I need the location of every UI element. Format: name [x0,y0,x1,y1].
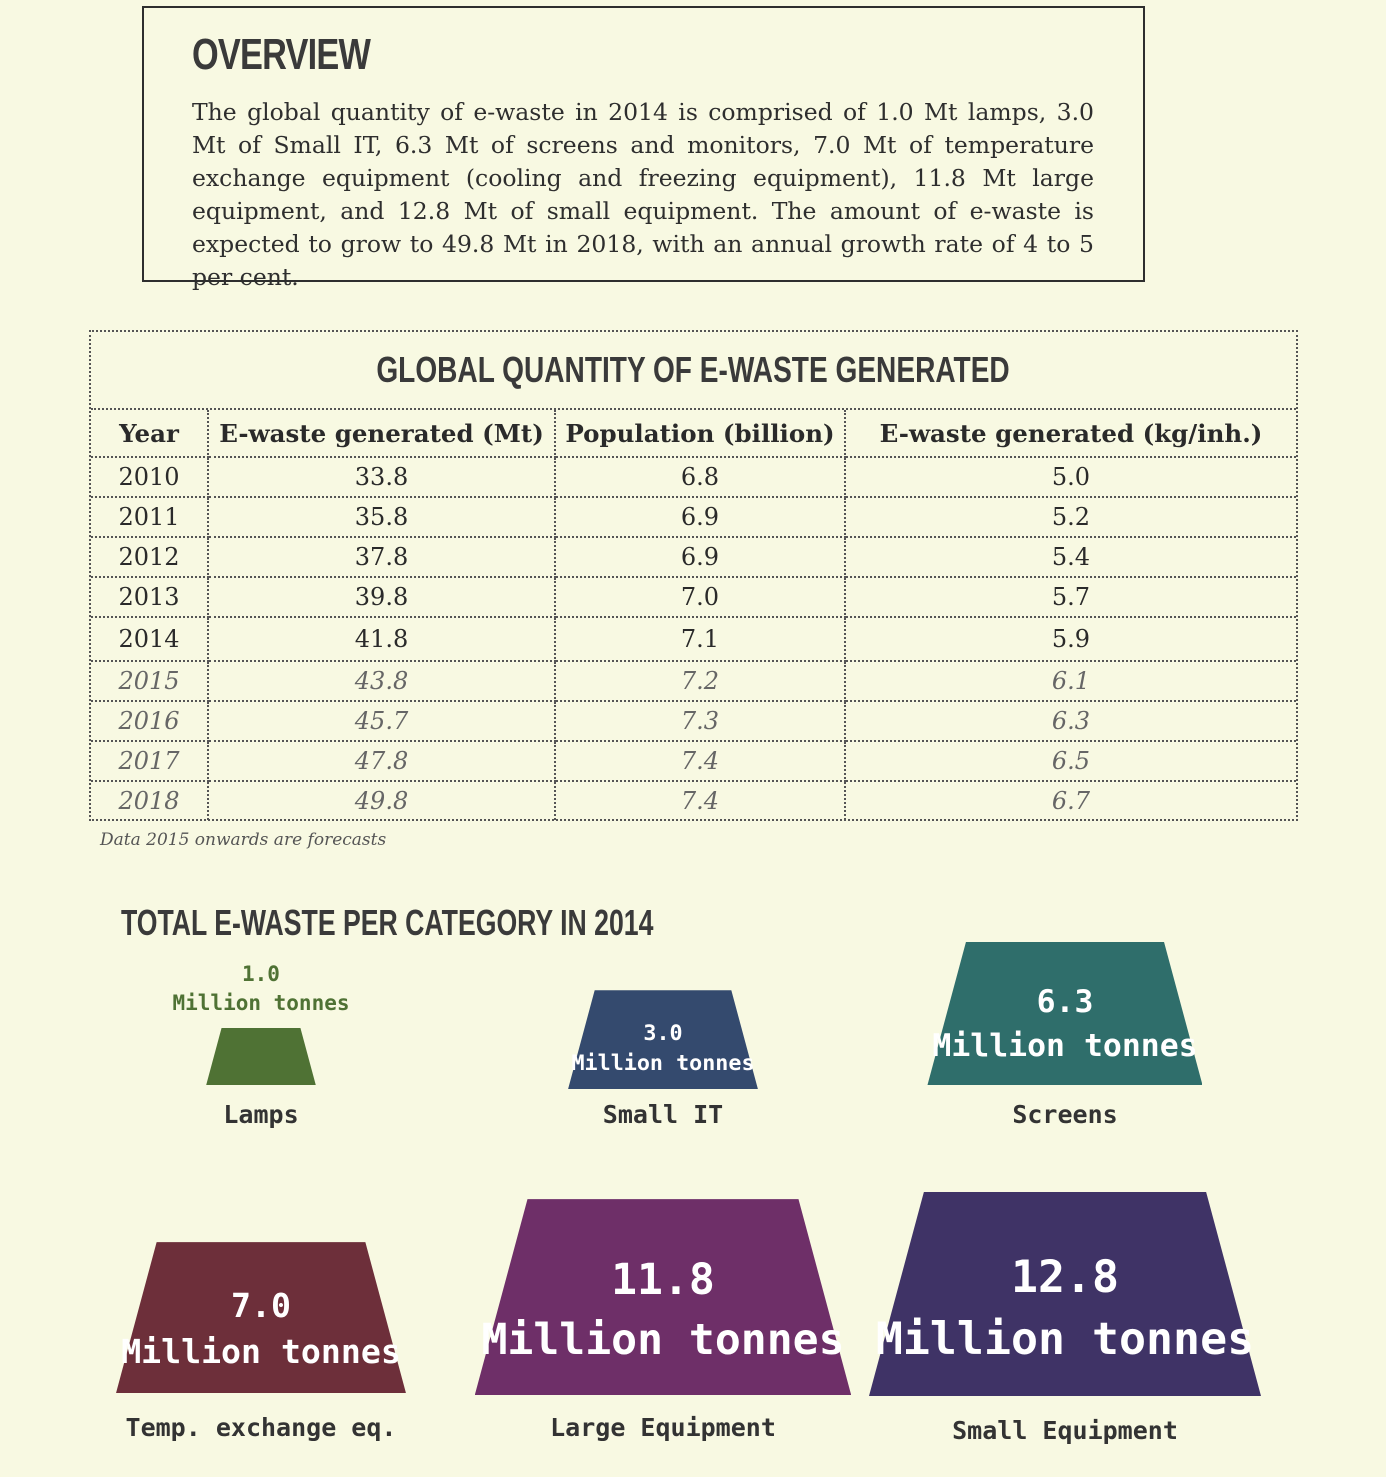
column-header: E-waste generated (kg/inh.) [845,410,1296,457]
ewaste-table [91,410,1296,820]
year-cell: 2012 [91,537,208,577]
column-header: E-waste generated (Mt) [208,410,555,457]
year-cell: 2016 [91,701,208,741]
year-cell: 2018 [91,781,208,820]
category-value-label [932,981,1197,1068]
population-cell: 7.1 [555,617,845,661]
population-cell: 7.3 [555,701,845,741]
per-inhabitant-cell: 6.1 [845,661,1296,701]
population-cell: 6.8 [555,457,845,497]
year-cell: 2010 [91,457,208,497]
category-name: Screens [1012,1100,1118,1129]
year-cell: 2013 [91,577,208,617]
population-cell: 7.4 [555,741,845,781]
ewaste-cell: 39.8 [208,577,555,617]
per-inhabitant-cell: 6.5 [845,741,1296,781]
population-cell: 6.9 [555,537,845,577]
category-value: 6.3 [1036,984,1094,1021]
year-cell: 2017 [91,741,208,781]
category-unit: Million tonnes [481,1314,845,1365]
category-name: Small IT [602,1100,724,1129]
category-value-label [481,1251,844,1370]
category-name: Large Equipment [550,1413,776,1442]
per-inhabitant-cell: 5.2 [845,497,1296,537]
per-inhabitant-cell: 5.0 [845,457,1296,497]
category-value-label [121,1283,401,1375]
overview-title: OVERVIEW [192,30,371,79]
category-name: Lamps [223,1100,299,1129]
ewaste-cell: 37.8 [208,537,555,577]
year-cell: 2011 [91,497,208,537]
population-cell: 7.4 [555,781,845,820]
table-header-row [91,410,1296,457]
ewaste-cell: 43.8 [208,661,555,701]
forecast-note: Data 2015 onwards are forecasts [100,830,387,850]
table-row [91,577,1296,617]
category-name: Small Equipment [952,1416,1178,1445]
column-header: Population (billion) [555,410,845,457]
population-cell: 7.2 [555,661,845,701]
table-title: GLOBAL QUANTITY OF E-WASTE GENERATED [376,349,1011,390]
category-name: Temp. exchange eq. [125,1413,397,1442]
population-cell: 6.9 [555,497,845,537]
category-bar [206,1028,316,1085]
table-title-bar [91,332,1296,410]
category-chart-title: TOTAL E-WASTE PER CATEGORY IN 2014 [121,902,654,943]
category-value: 3.0 [643,1020,683,1046]
table-row [91,457,1296,497]
per-inhabitant-cell: 5.9 [845,617,1296,661]
ewaste-cell: 49.8 [208,781,555,820]
table-row-forecast [91,661,1296,701]
per-inhabitant-cell: 5.4 [845,537,1296,577]
ewaste-cell: 47.8 [208,741,555,781]
overview-box [142,6,1145,291]
category-value: 12.8 [1010,1250,1120,1304]
category-value-label [571,1019,754,1079]
ewaste-cell: 33.8 [208,457,555,497]
column-header: Year [91,410,208,457]
table-row [91,537,1296,577]
category-value-label [172,960,349,1018]
table-row-forecast [91,781,1296,820]
ewaste-table-box [89,330,1298,821]
ewaste-cell: 35.8 [208,497,555,537]
table-row-forecast [91,741,1296,781]
category-value: 7.0 [231,1286,291,1326]
per-inhabitant-cell: 6.7 [1051,787,1091,815]
table-row [91,617,1296,661]
ewaste-cell: 41.8 [208,617,555,661]
category-value-label [876,1246,1254,1370]
table-row [91,497,1296,537]
category-unit: Million tonnes [571,1050,755,1076]
category-unit: Million tonnes [875,1312,1255,1366]
year-cell: 2014 [91,617,208,661]
overview-text: The global quantity of e-waste in 2014 is comprised of 1.0 Mt lamps, 3.0 Mt of Small IT, 6.3 Mt of screens and monitors, 7.0 Mt of temperature exchange equipment (cooling and freezing equipment), 11.8 Mt large equipment, and 12.8 Mt of small equipment. The amount of e-waste is expected to grow to 49.8 Mt in 2018, with an annual growth rate of 4 to 5 per cent. [192,98,1094,291]
year-cell: 2015 [91,661,208,701]
category-unit: Million tonnes [121,1332,401,1372]
ewaste-cell: 45.7 [208,701,555,741]
category-value: 11.8 [611,1255,715,1306]
table-row-forecast [91,701,1296,741]
per-inhabitant-cell: 5.7 [845,577,1296,617]
category-value: 1.0 [242,962,280,987]
category-unit: Million tonnes [932,1027,1198,1064]
population-cell: 7.0 [555,577,845,617]
category-unit: Million tonnes [172,991,350,1015]
per-inhabitant-cell: 6.3 [845,701,1296,741]
